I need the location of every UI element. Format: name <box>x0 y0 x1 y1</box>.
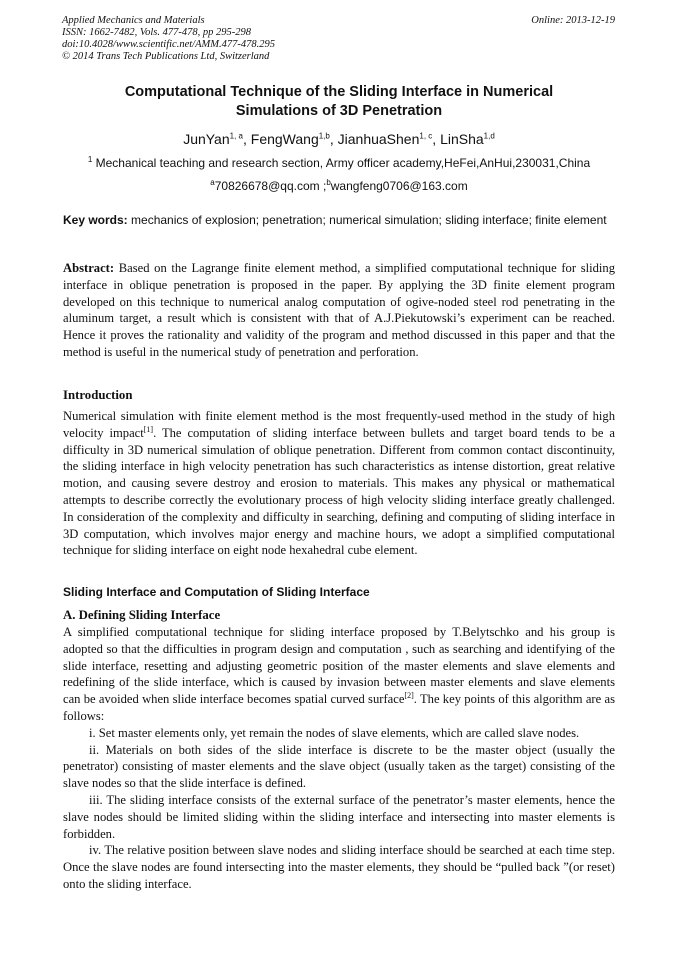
journal-header <box>62 15 275 63</box>
sec2-text-a: A simplified computational technique for sliding interface proposed by T.Belytschko and his group is adopted so that the difficulties in program design and computation , such as searching and identifying of the slide interface, resetting and adjusting geometric position of the master elements and slave elements and redefining of the slide interface, which is caused by invasion between master elements and slave elements can be avoided when slide interface becomes spatial curved surface <box>63 625 615 707</box>
journal-name: Applied Mechanics and Materials <box>62 15 205 26</box>
abstract-text: Based on the Lagrange finite element method, a simplified computational technique for sliding interface in oblique penetration is proposed in the paper. By applying the 3D finite element program developed on this technique to numerical analog computation of ogive-noded steel rod penetrating in the aluminum target, a result which is consistent with that of A.J.Piekutowski’s experiment can be reached. Hence it proves the rationality and validity of the program and method discussed in this paper and that the method is useful in the numerical study of penetration and perforation. <box>63 261 615 359</box>
paper-title <box>70 83 608 121</box>
email-b[interactable]: wangfeng0706@163.com <box>330 179 468 193</box>
title-line-1: Computational Technique of the Sliding Interface in Numerical <box>124 84 554 100</box>
author-separator: , <box>329 131 338 147</box>
email-a[interactable]: 70826678@qq.com ; <box>214 179 327 193</box>
issn-line: ISSN: 1662-7482, Vols. 477-478, pp 295-298 <box>62 27 251 38</box>
subsection-a-heading: A. Defining Sliding Interface <box>63 608 221 622</box>
author-affil-mark: 1, a <box>229 131 243 141</box>
author-affil-mark: 1,b <box>318 131 330 141</box>
intro-text-b: . The computation of sliding interface between bullets and target board tends to be a difficulty in 3D numerical simulation of oblique penetration. Different from common contact discontinuity, the sliding interface in high velocity penetration has such characteristics as intense distortion, great relative motion, and causing severe destroy and erosion to materials. This makes any physical or mathematical attempts to describe correctly the evolutionary process of high velocity sliding interface greatly challenged. In consideration of the complexity and difficulty in searching, defining and computing of sliding interface in 3D computation, which involves major energy and machine hours, we adopt a simplified computational technique for sliding interface on eight node hexahedral cube element. <box>63 425 615 558</box>
author-name: JianhuaShen <box>337 131 420 147</box>
doi-line: doi:10.4028/www.scientific.net/AMM.477-478.295 <box>62 39 275 50</box>
title-line-2: Simulations of 3D Penetration <box>235 103 443 119</box>
key-point-1: i. Set master elements only, yet remain the nodes of slave elements, which are called slave nodes. <box>89 725 580 740</box>
author-list <box>60 130 618 148</box>
section-2-heading: Sliding Interface and Computation of Sliding Interface <box>63 585 370 599</box>
keywords-text: mechanics of explosion; penetration; numerical simulation; sliding interface; finite element <box>131 213 607 227</box>
email-line <box>40 179 638 194</box>
affiliation <box>40 156 638 171</box>
sec2-text-b: . The key points of this algorithm are as follows: <box>63 692 615 723</box>
author-name: FengWang <box>250 131 319 147</box>
key-point-3: iii. The sliding interface consists of the external surface of the penetrator’s master elements, hence the slave nodes should be limited sliding within the sliding interface and intersecting into master elements is forbidden. <box>63 792 615 841</box>
email-mark-a: a <box>210 178 215 187</box>
author-affil-mark: 1, c <box>419 131 433 141</box>
online-date: Online: 2013-12-19 <box>531 15 615 26</box>
author-separator: , <box>432 131 441 147</box>
copyright-line: © 2014 Trans Tech Publications Ltd, Switzerland <box>62 51 270 62</box>
introduction-body <box>63 408 615 559</box>
keywords <box>63 212 615 228</box>
affiliation-text: Mechanical teaching and research section, Army officer academy,HeFei,AnHui,230031,China <box>95 156 591 170</box>
key-point-2: ii. Materials on both sides of the slide interface is discrete to be the master object (usually the penetrator) consisting of master elements and the slave object (usually taken as the target) consisting of the slave nodes so that the slide interface is defined. <box>63 742 615 791</box>
keywords-label: Key words: <box>63 213 128 227</box>
abstract-label: Abstract: <box>63 261 115 275</box>
citation-1[interactable]: [1] <box>143 424 154 434</box>
intro-text-a: Numerical simulation with finite element method is the most frequently-used method in the study of high velocity impact <box>63 409 615 440</box>
citation-2[interactable]: [2] <box>404 691 414 700</box>
key-point-4: iv. The relative position between slave nodes and sliding interface should be searched at each time step. Once the slave nodes are found intersecting into the master elements, they should be “pulled back ”(or reset) onto the sliding interface. <box>63 843 615 891</box>
email-mark-b: b <box>326 178 331 187</box>
affiliation-mark: 1 <box>87 155 93 164</box>
section-2-body <box>63 624 615 893</box>
author-name: JunYan <box>183 131 230 147</box>
abstract <box>63 260 615 361</box>
author-name: LinSha <box>440 131 484 147</box>
author-separator: , <box>242 131 251 147</box>
author-affil-mark: 1,d <box>483 131 495 141</box>
introduction-heading: Introduction <box>63 388 133 402</box>
